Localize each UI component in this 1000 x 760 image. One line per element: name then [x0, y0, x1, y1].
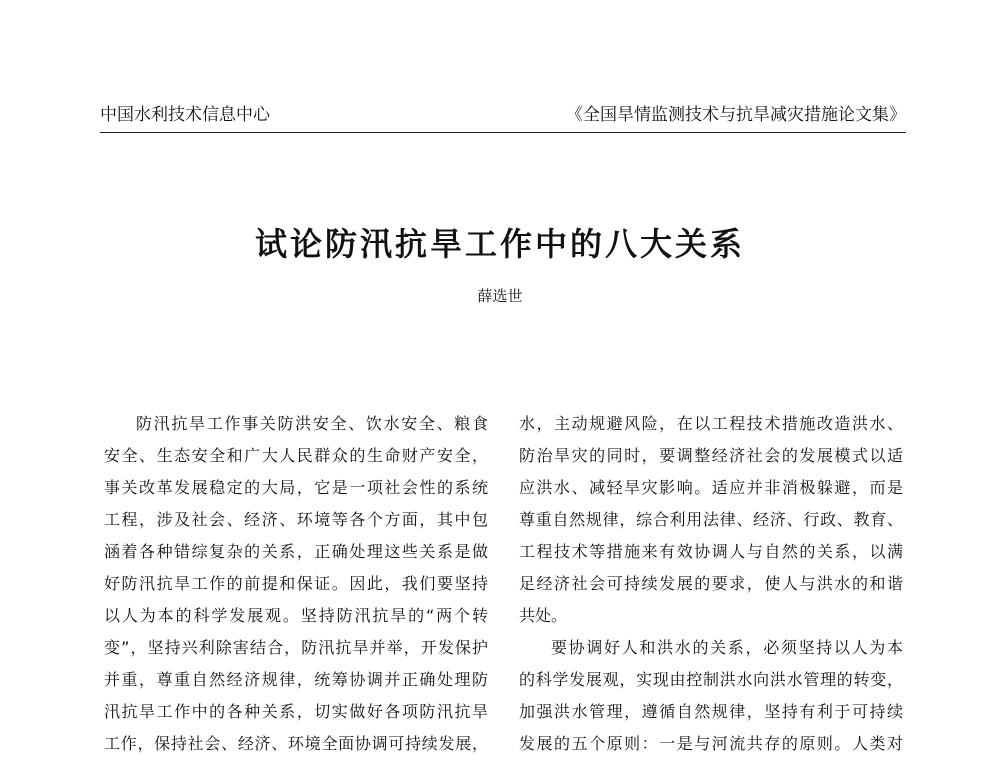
body-line: 工作，保持社会、经济、环境全面协调可持续发展，: [104, 734, 488, 753]
body-line: 工程，涉及社会、经济、环境等各个方面，其中包: [104, 510, 488, 529]
article-author: 薛选世: [477, 287, 523, 305]
body-line: 足经济社会可持续发展的要求，使人与洪水的和谐: [519, 574, 903, 593]
body-line: 以人为本的科学发展观。坚持防汛抗旱的“两个转: [104, 606, 488, 625]
body-line: 涵着各种错综复杂的关系，正确处理这些关系是做: [104, 542, 488, 561]
body-line: 工程技术等措施来有效协调人与自然的关系，以满: [519, 542, 903, 561]
body-line: 加强洪水管理，遵循自然规律，坚持有利于可持续: [519, 702, 903, 721]
body-line: 防治旱灾的同时，要调整经济社会的发展模式以适: [519, 446, 903, 465]
body-line: 的科学发展观，实现由控制洪水向洪水管理的转变，: [519, 670, 903, 689]
article-title: 试论防汛抗旱工作中的八大关系: [254, 225, 745, 263]
header-collection-title: 《全国旱情监测技术与抗旱减灾措施论文集》: [566, 105, 906, 125]
body-line: 水，主动规避风险，在以工程技术措施改造洪水、: [519, 414, 903, 433]
body-line: 事关改革发展稳定的大局，它是一项社会性的系统: [104, 478, 488, 497]
body-line: 应洪水、减轻旱灾影响。适应并非消极躲避，而是: [519, 478, 903, 497]
body-line: 尊重自然规律，综合利用法律、经济、行政、教育、: [519, 510, 903, 529]
body-column-right: [519, 408, 903, 760]
body-line: 变”，坚持兴利除害结合，防汛抗旱并举，开发保护: [104, 638, 488, 657]
body-line: 好防汛抗旱工作的前提和保证。因此，我们要坚持: [104, 574, 488, 593]
body-line: 共处。: [519, 606, 568, 625]
body-line: 并重，尊重自然经济规律，统筹协调并正确处理防: [104, 670, 488, 689]
body-line: 汛抗旱工作中的各种关系，切实做好各项防汛抗旱: [104, 702, 488, 721]
body-column-left: [104, 408, 488, 760]
body-line: 安全、生态安全和广大人民群众的生命财产安全，: [104, 446, 488, 465]
body-line: 发展的五个原则：一是与河流共存的原则。人类对: [519, 734, 903, 753]
body-line: 要协调好人和洪水的关系，必须坚持以人为本: [551, 638, 903, 657]
body-line: 防汛抗旱工作事关防洪安全、饮水安全、粮食: [136, 414, 488, 433]
header-publisher: 中国水利技术信息中心: [100, 105, 270, 125]
running-header: [100, 104, 906, 133]
